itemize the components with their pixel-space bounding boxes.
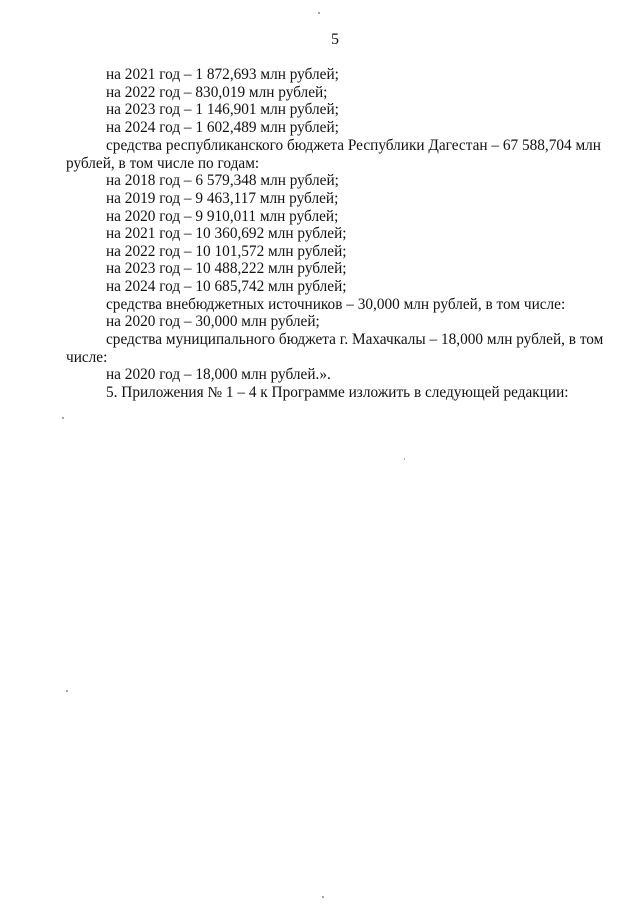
text-line-2023-republican: на 2023 год – 10 488,222 млн рублей; (106, 260, 347, 277)
scan-speck (318, 12, 320, 14)
text-line-republican-budget-cont: рублей, в том числе по годам: (66, 155, 260, 172)
text-line-2024-program: на 2024 год – 1 602,489 млн рублей; (106, 119, 339, 136)
text-line-2020-municipal: на 2020 год – 18,000 млн рублей.». (106, 366, 331, 383)
text-line-appendices: 5. Приложения № 1 – 4 к Программе изложить в следующей редакции: (106, 384, 569, 401)
text-line-2019-republican: на 2019 год – 9 463,117 млн рублей; (106, 190, 339, 207)
text-line-2020-extrabudgetary: на 2020 год – 30,000 млн рублей; (106, 313, 320, 330)
text-line-municipal-budget-cont: числе: (66, 349, 108, 366)
text-line-2022-republican: на 2022 год – 10 101,572 млн рублей; (106, 243, 347, 260)
text-line-municipal-budget: средства муниципального бюджета г. Махачкалы – 18,000 млн рублей, в том (106, 331, 604, 348)
scan-speck (322, 896, 324, 898)
scan-speck (66, 690, 68, 692)
text-line-2021-program: на 2021 год – 1 872,693 млн рублей; (106, 66, 339, 83)
text-line-2023-program: на 2023 год – 1 146,901 млн рублей; (106, 101, 339, 118)
scan-speck (404, 458, 405, 460)
text-line-republican-budget: средства республиканского бюджета Республики Дагестан – 67 588,704 млн (106, 137, 601, 154)
text-line-2024-republican: на 2024 год – 10 685,742 млн рублей; (106, 278, 347, 295)
scan-speck (62, 417, 64, 419)
text-line-2020-republican: на 2020 год – 9 910,011 млн рублей; (106, 208, 339, 225)
text-line-2022-program: на 2022 год – 830,019 млн рублей; (106, 84, 328, 101)
text-line-2018-republican: на 2018 год – 6 579,348 млн рублей; (106, 172, 339, 189)
text-line-extrabudgetary: средства внебюджетных источников – 30,000 млн рублей, в том числе: (106, 296, 566, 313)
page-number: 5 (331, 31, 339, 48)
text-line-2021-republican: на 2021 год – 10 360,692 млн рублей; (106, 225, 347, 242)
